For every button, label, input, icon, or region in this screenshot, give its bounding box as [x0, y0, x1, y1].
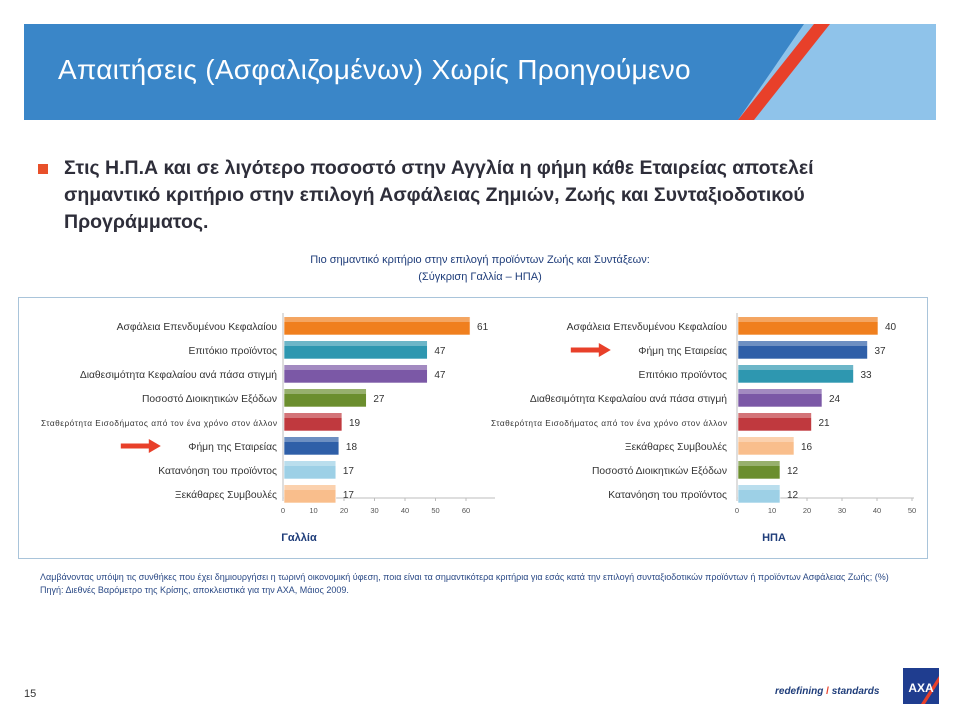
- bullet-text: Στις Η.Π.Α και σε λιγότερο ποσοστό στην Αγγλία η φήμη κάθε Εταιρείας αποτελεί σημαντικό κριτήριο στην επιλογή Ασφάλειας Ζημιών, Ζωής και Συνταξιοδοτικού Προγράμματος.: [64, 157, 814, 233]
- usa-bar-highlight: [738, 366, 854, 370]
- france-x-tick-label: 20: [339, 506, 349, 515]
- france-chart-title: Γαλλία: [281, 532, 317, 544]
- france-bar-highlight: [284, 486, 336, 490]
- usa-category-label: Κατανόηση του προϊόντος: [608, 490, 727, 501]
- chart-subtitle: [180, 252, 780, 286]
- usa-bar-highlight: [738, 438, 794, 442]
- france-category-label: Σταθερότητα Εισοδήματος από τον ένα χρόνο στον άλλον: [41, 418, 277, 428]
- usa-category-label: Φήμη της Εταιρείας: [638, 346, 727, 357]
- france-category-label: Επιτόκιο προϊόντος: [188, 346, 277, 357]
- usa-data-label: 12: [787, 466, 799, 477]
- france-data-label: 17: [342, 490, 354, 501]
- france-x-tick-label: 40: [400, 506, 410, 515]
- usa-data-label: 12: [787, 490, 799, 501]
- usa-category-label: Διαθεσιμότητα Κεφαλαίου ανά πάσα στιγμή: [529, 394, 727, 405]
- usa-data-label: 21: [818, 418, 830, 429]
- france-data-label: 27: [373, 394, 385, 405]
- footnote: [40, 571, 920, 597]
- france-data-label: 47: [434, 346, 446, 357]
- france-bar-highlight: [284, 414, 342, 418]
- usa-x-tick-label: 0: [734, 506, 740, 515]
- usa-category-label: Ασφάλεια Επενδυμένου Κεφαλαίου: [566, 322, 727, 333]
- france-data-label: 17: [342, 466, 354, 477]
- france-data-label: 18: [345, 442, 358, 453]
- france-bar-highlight: [284, 318, 470, 322]
- france-x-tick-label: 0: [280, 506, 286, 515]
- france-bar-highlight: [284, 366, 427, 370]
- france-category-label: Ασφάλεια Επενδυμένου Κεφαλαίου: [116, 322, 277, 333]
- usa-data-label: 16: [801, 442, 813, 453]
- usa-x-tick-label: 40: [872, 506, 882, 515]
- footnote-source: Πηγή: Διεθνές Βαρόμετρο της Κρίσης, αποκλειστικά για την ΑΧΑ, Μάιος 2009.: [40, 585, 349, 595]
- usa-x-tick-label: 20: [802, 506, 812, 515]
- page-title: Απαιτήσεις (Ασφαλιζομένων) Χωρίς Προηγούμενο: [58, 54, 691, 85]
- chart-subtitle-line2: (Σύγκριση Γαλλία – ΗΠΑ): [418, 271, 542, 283]
- usa-highlight-arrow-icon: [571, 343, 611, 357]
- france-x-tick-label: 10: [309, 506, 318, 515]
- usa-category-label: Ξεκάθαρες Συμβουλές: [624, 442, 727, 453]
- france-data-label: 47: [434, 370, 446, 381]
- usa-data-label: 24: [829, 394, 841, 405]
- axa-logo-text: AXA: [908, 681, 934, 695]
- charts-svg: [19, 298, 927, 558]
- tagline-part2: standards: [831, 686, 880, 697]
- usa-data-label: 40: [885, 322, 897, 333]
- usa-bar-highlight: [738, 390, 822, 394]
- france-category-label: Φήμη της Εταιρείας: [188, 442, 277, 453]
- usa-bar-highlight: [738, 486, 780, 490]
- usa-x-tick-label: 10: [767, 506, 777, 515]
- france-category-label: Ποσοστό Διοικητικών Εξόδων: [141, 394, 277, 405]
- axa-logo-icon: [903, 668, 939, 704]
- usa-x-tick-label: 30: [837, 506, 847, 515]
- usa-category-label: Επιτόκιο προϊόντος: [638, 370, 727, 381]
- france-x-tick-label: 60: [461, 506, 471, 515]
- france-category-label: Διαθεσιμότητα Κεφαλαίου ανά πάσα στιγμή: [79, 370, 277, 381]
- usa-chart-title: ΗΠΑ: [762, 532, 786, 544]
- footnote-question: Λαμβάνοντας υπόψη τις συνθήκες που έχει δημιουργήσει η τωρινή οικονομική ύφεση, ποια είναι τα σημαντικότερα κριτήρια για εσάς κατά την επιλογή συνταξιοδοτικών προϊόντων ή προϊόντων Ασφάλειας Ζωής; (%): [40, 572, 889, 582]
- usa-x-tick-label: 50: [907, 506, 917, 515]
- bullet-square-icon: [38, 164, 48, 174]
- header-banner: [24, 24, 936, 120]
- chart-subtitle-line1: Πιο σημαντικό κριτήριο στην επιλογή προϊόντων Ζωής και Συντάξεων:: [310, 254, 650, 266]
- usa-category-label: Ποσοστό Διοικητικών Εξόδων: [591, 466, 727, 477]
- france-x-tick-label: 30: [370, 506, 379, 515]
- france-highlight-arrow-icon: [121, 439, 161, 453]
- tagline: redefining / standards: [775, 686, 880, 697]
- france-bar-highlight: [284, 438, 339, 442]
- france-bar-highlight: [284, 462, 336, 466]
- usa-bar-highlight: [738, 342, 868, 346]
- france-category-label: Ξεκάθαρες Συμβουλές: [174, 490, 277, 501]
- usa-data-label: 37: [874, 346, 886, 357]
- france-data-label: 61: [477, 322, 489, 333]
- chart-frame: [18, 297, 928, 559]
- usa-data-label: 33: [860, 370, 872, 381]
- usa-bar-highlight: [738, 414, 812, 418]
- usa-bar-highlight: [738, 318, 878, 322]
- france-data-label: 19: [348, 418, 361, 429]
- france-x-tick-label: 50: [431, 506, 440, 515]
- tagline-part1: redefining: [775, 686, 824, 697]
- usa-bar-highlight: [738, 462, 780, 466]
- page-number: 15: [24, 688, 37, 700]
- france-category-label: Κατανόηση του προϊόντος: [158, 466, 277, 477]
- usa-category-label: Σταθερότητα Εισοδήματος από τον ένα χρόνο στον άλλον: [491, 418, 727, 428]
- france-bar-highlight: [284, 390, 366, 394]
- france-bar-highlight: [284, 342, 427, 346]
